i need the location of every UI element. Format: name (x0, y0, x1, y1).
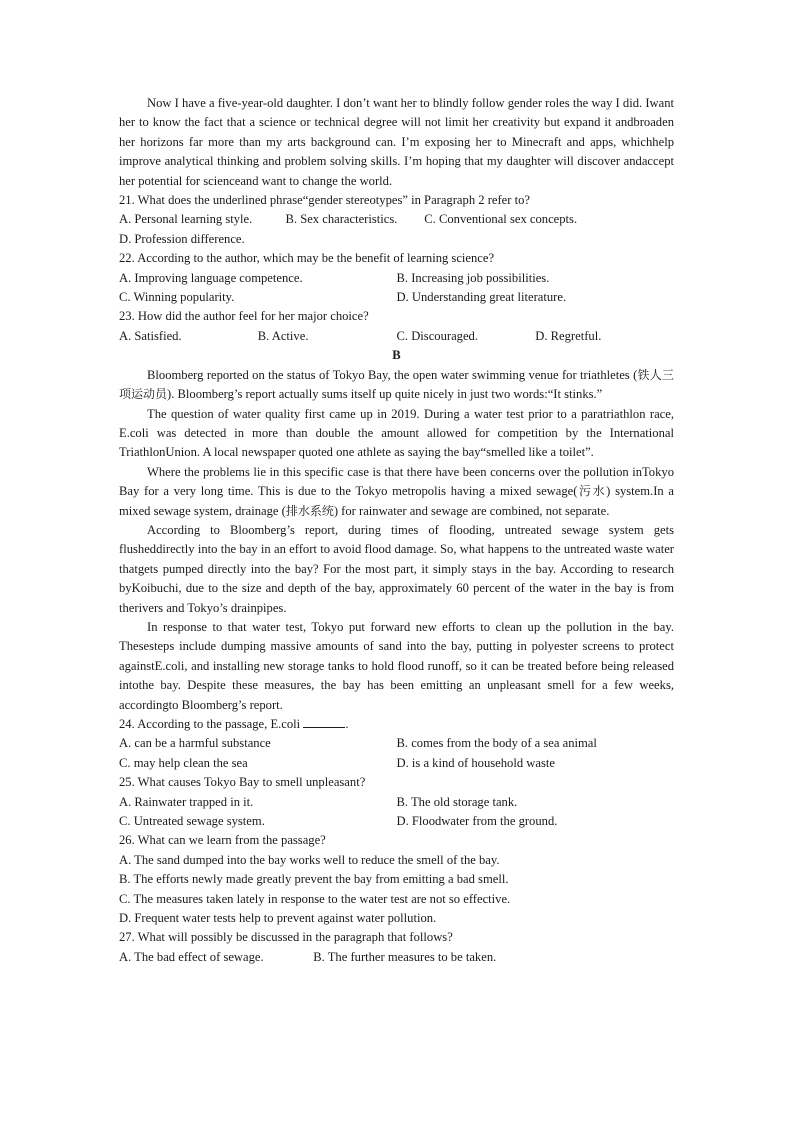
option-24-b[interactable]: B. comes from the body of a sea animal (396, 736, 597, 751)
p3-text-c: ) for rainwater and sewage are combined, not separate. (333, 503, 610, 518)
exam-page (119, 94, 674, 967)
option-27-a[interactable]: A. The bad effect of sewage. (119, 949, 264, 964)
passage-b-paragraph-4: According to Bloomberg’s report, during times of flooding, untreated sewage system gets flusheddirectly into the bay in an effort to avoid flood damage. So, what happens to the untreated waste water thatgets pumped directly into the bay? For the most part, it simply stays in the bay. According to research byKoibuchi, due to the size and depth of the bay, approximately 60 percent of the water in the bay is from therivers and Tokyo’s drainpipes. (119, 522, 674, 615)
p1-text-after: ). Bloomberg’s report actually sums itself up quite nicely in just two words:“It stinks.” (167, 387, 603, 402)
option-21-b[interactable]: B. Sex characteristics. (285, 212, 398, 227)
option-23-b[interactable]: B. Active. (257, 328, 309, 343)
p3-cjk-gloss-1: 污水 (577, 484, 607, 499)
question-23-options (119, 327, 674, 346)
p3-cjk-gloss-2: 排水系统 (285, 503, 334, 518)
option-25-b[interactable]: B. The old storage tank. (396, 794, 518, 809)
option-26-d[interactable]: D. Frequent water tests help to prevent against water pollution. (119, 911, 437, 926)
option-24-d[interactable]: D. is a kind of household waste (396, 755, 555, 770)
option-22-b[interactable]: B. Increasing job possibilities. (396, 270, 550, 285)
answer-blank[interactable] (303, 715, 345, 728)
option-25-a[interactable]: A. Rainwater trapped in it. (119, 794, 254, 809)
option-26-a[interactable]: A. The sand dumped into the bay works well to reduce the smell of the bay. (119, 852, 500, 867)
passage-b-heading: B (392, 348, 401, 363)
option-22-c[interactable]: C. Winning popularity. (119, 290, 235, 305)
question-26-stem: 26. What can we learn from the passage? (119, 833, 326, 848)
question-23-stem: 23. How did the author feel for her major choice? (119, 309, 369, 324)
option-25-d[interactable]: D. Floodwater from the ground. (396, 814, 558, 829)
option-21-a[interactable]: A. Personal learning style. (119, 212, 253, 227)
p1-text-before: Bloomberg reported on the status of Tokyo Bay, the open water swimming venue for triathletes ( (147, 367, 638, 382)
option-23-d[interactable]: D. Regretful. (535, 328, 602, 343)
passage-a-last-paragraph: Now I have a five-year-old daughter. I don’t want her to blindly follow gender roles the way I did. Iwant her to know the fact that a science or technical degree will not limit her creativity but expand it andbroaden her horizons far more than my arts background can. I’m exposing her to Minecraft and apps, whichhelp improve analytical thinking and problem solving skills. I’m hoping that my daughter will discover andaccept her potential for scienceand want to change the world. (119, 96, 674, 188)
question-24-text: 24. According to the passage, E.coli (119, 717, 301, 731)
option-24-c[interactable]: C. may help clean the sea (119, 755, 248, 770)
passage-b-paragraph-1 (119, 366, 674, 405)
option-21-c[interactable]: C. Conventional sex concepts. (424, 212, 578, 227)
question-27-stem: 27. What will possibly be discussed in the paragraph that follows? (119, 930, 453, 945)
passage-b-paragraph-5: In response to that water test, Tokyo put forward new efforts to clean up the pollution in the bay. Thesesteps include dumping massive amounts of sand into the bay, putting in polyester screens to protect againstE.coli, and installing new storage tanks to hold flood runoff, so it can be treated before being released intothe bay. Despite these measures, the bay has been emitting an unpleasant smell for a few weeks, accordingto Bloomberg’s report. (119, 619, 674, 712)
option-26-c[interactable]: C. The measures taken lately in response to the water test are not so effective. (119, 891, 511, 906)
question-24-options (119, 734, 674, 773)
p3-text-b: ) system.In a mixed sewage system, drainage ( (119, 484, 674, 518)
option-26-b[interactable]: B. The efforts newly made greatly prevent the bay from emitting a bad smell. (119, 872, 509, 887)
passage-b-paragraph-2: The question of water quality first came up in 2019. During a water test prior to a paratriathlon race, E.coli was detected in more than double the amount allowed for competition by the International TriathlonUnion. A local newspaper quoted one athlete as saying the bay“smelled like a toilet”. (119, 406, 674, 460)
p3-text-a: Where the problems lie in this specific case is that there have been concerns over the pollution inTokyo Bay for a very long time. This is due to the Tokyo metropolis having a mixed sewage( (119, 464, 674, 499)
option-21-d[interactable]: D. Profession difference. (119, 231, 245, 246)
p1-cjk-gloss: 铁人三项运动员 (119, 367, 674, 402)
option-22-d[interactable]: D. Understanding great literature. (396, 290, 567, 305)
question-22-stem: 22. According to the author, which may be the benefit of learning science? (119, 251, 495, 266)
question-27-options (119, 948, 674, 967)
option-22-a[interactable]: A. Improving language competence. (119, 270, 303, 285)
question-25-stem: 25. What causes Tokyo Bay to smell unpleasant? (119, 775, 366, 790)
question-22-options (119, 269, 674, 308)
question-25-options (119, 793, 674, 832)
option-27-b[interactable]: B. The further measures to be taken. (313, 949, 497, 964)
passage-b-paragraph-3 (119, 463, 674, 521)
question-21-options (119, 210, 674, 249)
option-23-c[interactable]: C. Discouraged. (396, 328, 478, 343)
option-23-a[interactable]: A. Satisfied. (119, 328, 182, 343)
question-21-text: 21. What does the underlined phrase“gender stereotypes” in Paragraph 2 refer to? (119, 193, 531, 208)
question-24-stem: 24. According to the passage, E.coli . (119, 717, 349, 731)
option-25-c[interactable]: C. Untreated sewage system. (119, 814, 265, 829)
question-21-stem (119, 191, 674, 210)
option-24-a[interactable]: A. can be a harmful substance (119, 736, 271, 751)
